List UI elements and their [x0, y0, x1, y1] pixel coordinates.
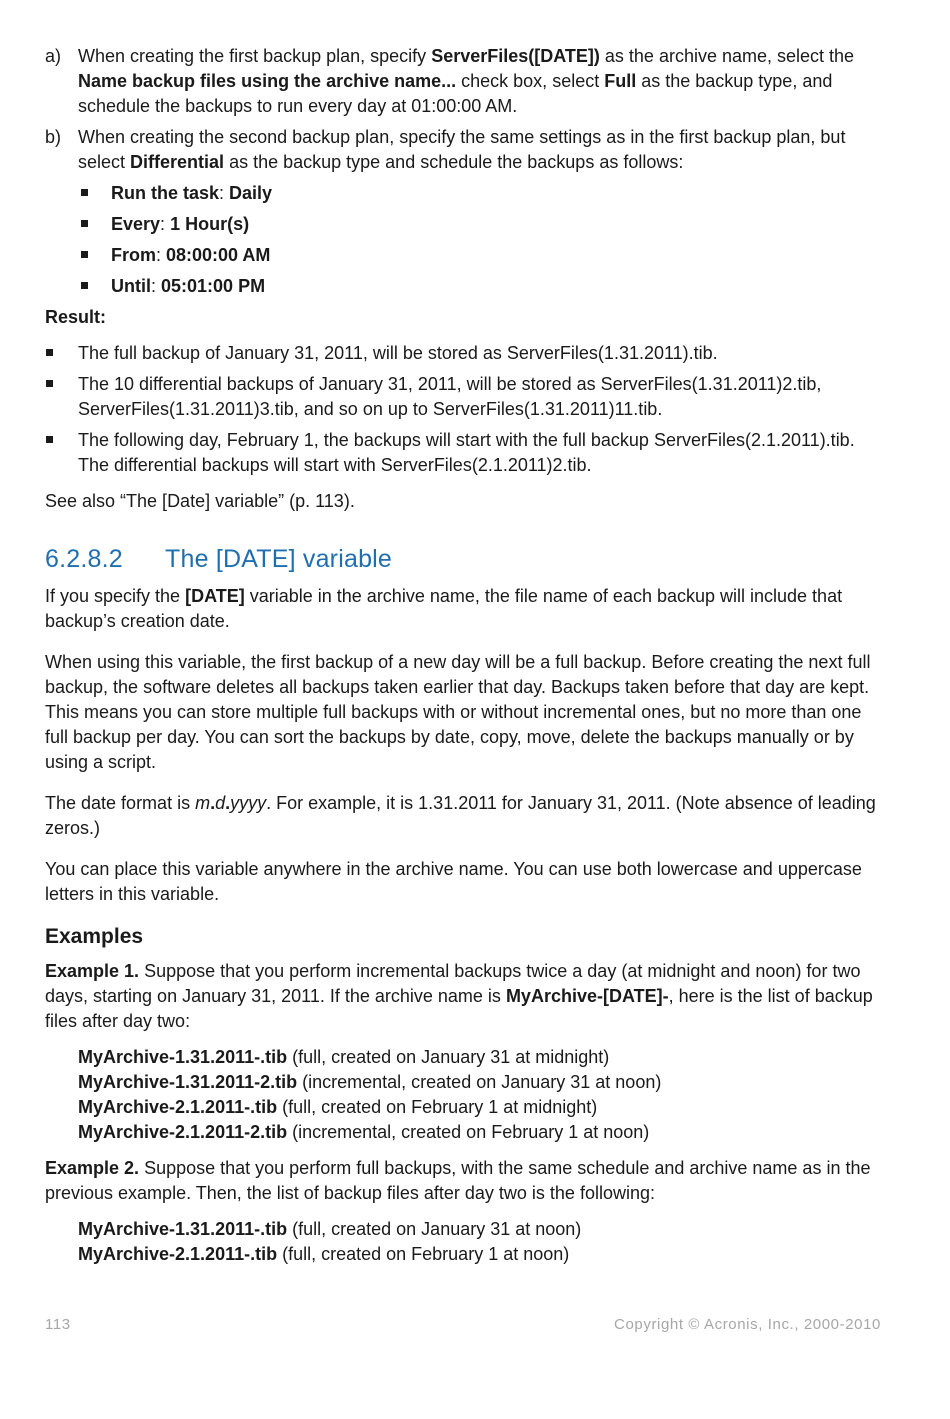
placement-paragraph: You can place this variable anywhere in the archive name. You can use both lowercase and uppercase letters in this variable. — [45, 859, 862, 904]
usage-paragraph: When using this variable, the first backup of a new day will be a full backup. Before creating the next full backup, the software deletes all backups taken earlier that day. Backups taken before that day are kept. This means you can store multiple full backups with or without incremental ones, but no more than one full backup per day. You can sort the backups by date, copy, move, delete the backups manually or by using a script. — [45, 652, 871, 772]
file-entry: MyArchive-1.31.2011-.tib (full, created on January 31 at midnight) — [78, 1047, 610, 1067]
file-entry: MyArchive-1.31.2011-.tib (full, created on January 31 at noon) — [78, 1219, 582, 1239]
step-a — [45, 44, 885, 119]
bullet-square-icon — [81, 220, 88, 227]
page-number: 113 — [45, 1316, 71, 1333]
file-entry: MyArchive-1.31.2011-2.tib (incremental, created on January 31 at noon) — [78, 1072, 662, 1092]
example-1-paragraph: Example 1. Suppose that you perform incremental backups twice a day (at midnight and noon) for two days, starting on January 31, 2011. If the archive name is MyArchive-[DATE]-, here is the list of backup files after day two: — [45, 961, 873, 1031]
example-2-paragraph: Example 2. Suppose that you perform full backups, with the same schedule and archive name as in the previous example. Then, the list of backup files after day two is the following: — [45, 1158, 871, 1203]
section-title: The [DATE] variable — [165, 545, 393, 573]
bullet-square-icon — [46, 436, 53, 443]
step-b — [45, 125, 885, 175]
schedule-item: Run the task: Daily — [45, 181, 885, 206]
see-also: See also “The [Date] variable” (p. 113). — [45, 491, 355, 511]
bullet-square-icon — [81, 251, 88, 258]
examples-heading: Examples — [45, 925, 144, 948]
section-heading — [45, 544, 885, 574]
document-page — [45, 44, 885, 1278]
date-format-paragraph: The date format is m.d.yyyy. For example, it is 1.31.2011 for January 31, 2011. (Note absence of leading zeros.) — [45, 793, 876, 838]
intro-paragraph: If you specify the [DATE] variable in the archive name, the file name of each backup will include that backup’s creation date. — [45, 586, 843, 631]
result-list — [45, 341, 885, 478]
result-item: The 10 differential backups of January 31, 2011, will be stored as ServerFiles(1.31.2011)2.tib, ServerFiles(1.31.2011)3.tib, and so on up to ServerFiles(1.31.2011)11.tib. — [45, 372, 885, 422]
step-text: When creating the first backup plan, specify ServerFiles([DATE]) as the archive name, select the Name backup files using the archive name... check box, select Full as the backup type, and schedule the backups to run every day at 01:00:00 AM. — [78, 46, 855, 116]
schedule-list — [45, 181, 885, 299]
step-text: When creating the second backup plan, specify the same settings as in the first backup plan, but select Differential as the backup type and schedule the backups as follows: — [78, 127, 846, 172]
result-item: The following day, February 1, the backups will start with the full backup ServerFiles(2.1.2011).tib. The differential backups will start with ServerFiles(2.1.2011)2.tib. — [45, 428, 885, 478]
step-marker: b) — [45, 127, 62, 147]
example-1-file-list — [45, 1045, 885, 1145]
result-item: The full backup of January 31, 2011, will be stored as ServerFiles(1.31.2011).tib. — [45, 341, 885, 366]
file-entry: MyArchive-2.1.2011-.tib (full, created on February 1 at noon) — [78, 1244, 570, 1264]
schedule-item: From: 08:00:00 AM — [45, 243, 885, 268]
bullet-square-icon — [46, 349, 53, 356]
bullet-square-icon — [81, 282, 88, 289]
file-entry: MyArchive-2.1.2011-2.tib (incremental, created on February 1 at noon) — [78, 1122, 650, 1142]
copyright-notice: Copyright © Acronis, Inc., 2000-2010 — [614, 1316, 881, 1333]
schedule-item: Every: 1 Hour(s) — [45, 212, 885, 237]
file-entry: MyArchive-2.1.2011-.tib (full, created on February 1 at midnight) — [78, 1097, 598, 1117]
example-2-file-list — [45, 1217, 885, 1267]
bullet-square-icon — [46, 380, 53, 387]
section-number: 6.2.8.2 — [45, 545, 123, 573]
bullet-square-icon — [81, 189, 88, 196]
schedule-item: Until: 05:01:00 PM — [45, 274, 885, 299]
step-marker: a) — [45, 46, 62, 66]
result-label: Result: — [45, 307, 107, 327]
